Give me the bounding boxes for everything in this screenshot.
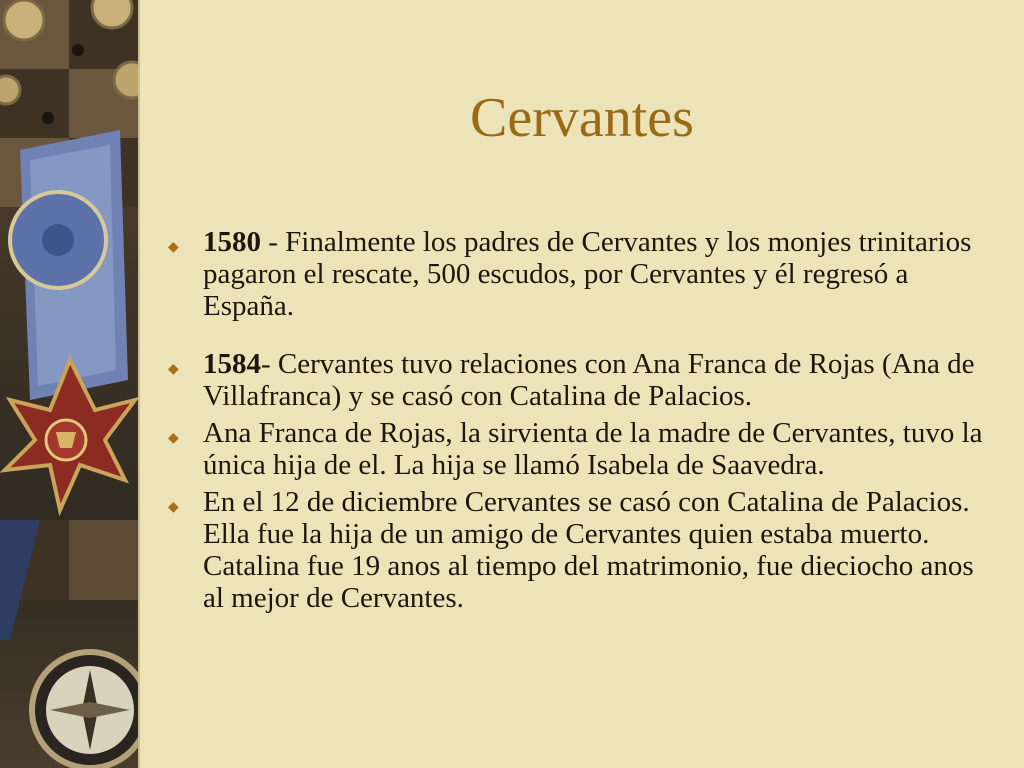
slide-title: Cervantes	[470, 87, 694, 149]
diamond-bullet-icon: ◆	[168, 362, 179, 377]
bullet-list	[168, 226, 998, 614]
bullet-item	[168, 226, 998, 322]
diamond-bullet-icon: ◆	[168, 500, 179, 515]
bullet-item	[168, 348, 998, 412]
bullet-item	[168, 486, 998, 614]
bullet-item	[168, 417, 998, 481]
decorative-sidebar-image	[0, 0, 138, 768]
diamond-bullet-icon: ◆	[168, 240, 179, 255]
bullet-year: 1584	[203, 348, 261, 380]
diamond-bullet-icon: ◆	[168, 431, 179, 446]
bullet-text: - Cervantes tuvo relaciones con Ana Franca de Rojas (Ana de Villafranca) y se casó con Catalina de Palacios.	[203, 348, 975, 412]
bullet-text: En el 12 de diciembre Cervantes se casó con Catalina de Palacios. Ella fue la hija de un amigo de Cervantes quien estaba muerto. Catalina fue 19 anos al tiempo del matrimonio, fue dieciocho anos al mejor de Cervantes.	[203, 486, 974, 614]
bullet-text: - Finalmente los padres de Cervantes y los monjes trinitarios pagaron el rescate, 500 escudos, por Cervantes y él regresó a España.	[203, 226, 972, 322]
bullet-text: Ana Franca de Rojas, la sirvienta de la madre de Cervantes, tuvo la única hija de el. La hija se llamó Isabela de Saavedra.	[203, 417, 983, 481]
bullet-year: 1580	[203, 226, 261, 258]
compass	[32, 652, 138, 768]
